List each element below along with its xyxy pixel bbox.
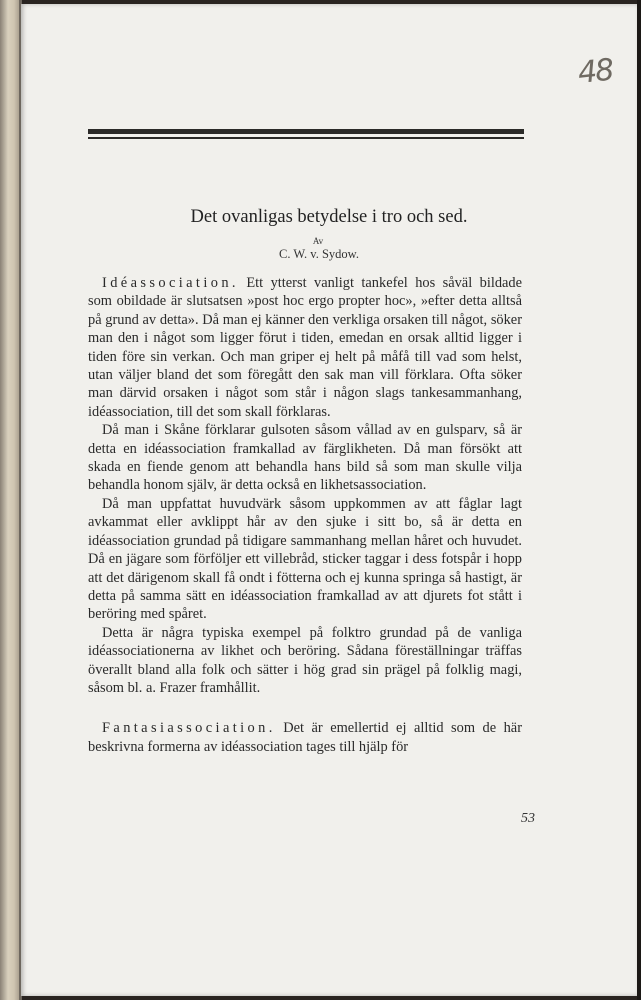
paragraph-text: Det är emellertid ej alltid som de här beskrivna formerna av idéassociation tages till hjälp för bbox=[88, 720, 522, 755]
article-author: C. W. v. Sydow. bbox=[279, 247, 359, 261]
byline-prefix: Av bbox=[312, 236, 324, 246]
paragraph bbox=[88, 274, 522, 421]
header-rule-thick bbox=[88, 129, 524, 134]
paragraph: Då man uppfattat huvudvärk såsom uppkommen av att fåglar lagt avkammat eller avklippt hår av den sjuke i sitt bo, så är detta en idéassociation grundad på tidigare sammanhang mellan håret och huvudet. Då en jägare som förföljer ett villebråd, sticker taggar i dess fotspår i hopp att det därigenom skall få ondt i fötterna och ej kunna springa så hastigt, är detta på samma sätt en idéassociation framkallad av att djurets fot stått i beröring med spåret. bbox=[88, 495, 522, 623]
paragraph: Detta är några typiska exempel på folktro grundad på de vanliga idéassociationerna av likhet och beröring. Sådana föreställningar träffas överallt bland alla folk och sätter i hög grad sin prägel på folklig magi, såsom bl. a. Frazer framhållit. bbox=[88, 624, 522, 696]
article-body bbox=[88, 274, 522, 756]
page bbox=[21, 4, 637, 996]
handwritten-page-number: 48 bbox=[576, 52, 614, 91]
book-binding bbox=[0, 0, 20, 1000]
section-gap bbox=[88, 697, 522, 719]
paragraph-text: Ett ytterst vanligt tankefel hos såväl bildade som obildade är slutsatsen »post hoc ergo propter hoc», »efter detta alltså på grund av detta». Då man ej känner den verkliga orsaken till något, söker man den i något som ligger förut i tiden, emedan en orsak alltid ligger i tiden före sin verkan. Och man griper ej helt på måfå till vad som helst, utan väljer bland det som föregått den sak man vill förklara. Ofta söker man därvid orsaken i något som står i någon slags tankesammanhang, idéassociation, till det som skall förklaras. bbox=[88, 275, 522, 420]
header-rule-thin bbox=[88, 137, 524, 139]
paragraph: Då man i Skåne förklarar gulsoten såsom vållad av en gulsparv, så är detta en idéassociation framkallad av färglikheten. Då man försökt att skada en fiende genom att behandla hans bild så som man skulle vilja behandla honom själv, är detta också en likhetsassociation. bbox=[88, 422, 522, 494]
article-title: Det ovanligas betydelse i tro och sed. bbox=[190, 207, 468, 227]
scan-edge bbox=[637, 0, 641, 1000]
printed-page-number: 53 bbox=[521, 811, 535, 826]
section-lead: Idéassociation. bbox=[102, 275, 239, 291]
section-lead: Fantasiassociation. bbox=[102, 720, 276, 737]
paragraph bbox=[88, 719, 522, 756]
